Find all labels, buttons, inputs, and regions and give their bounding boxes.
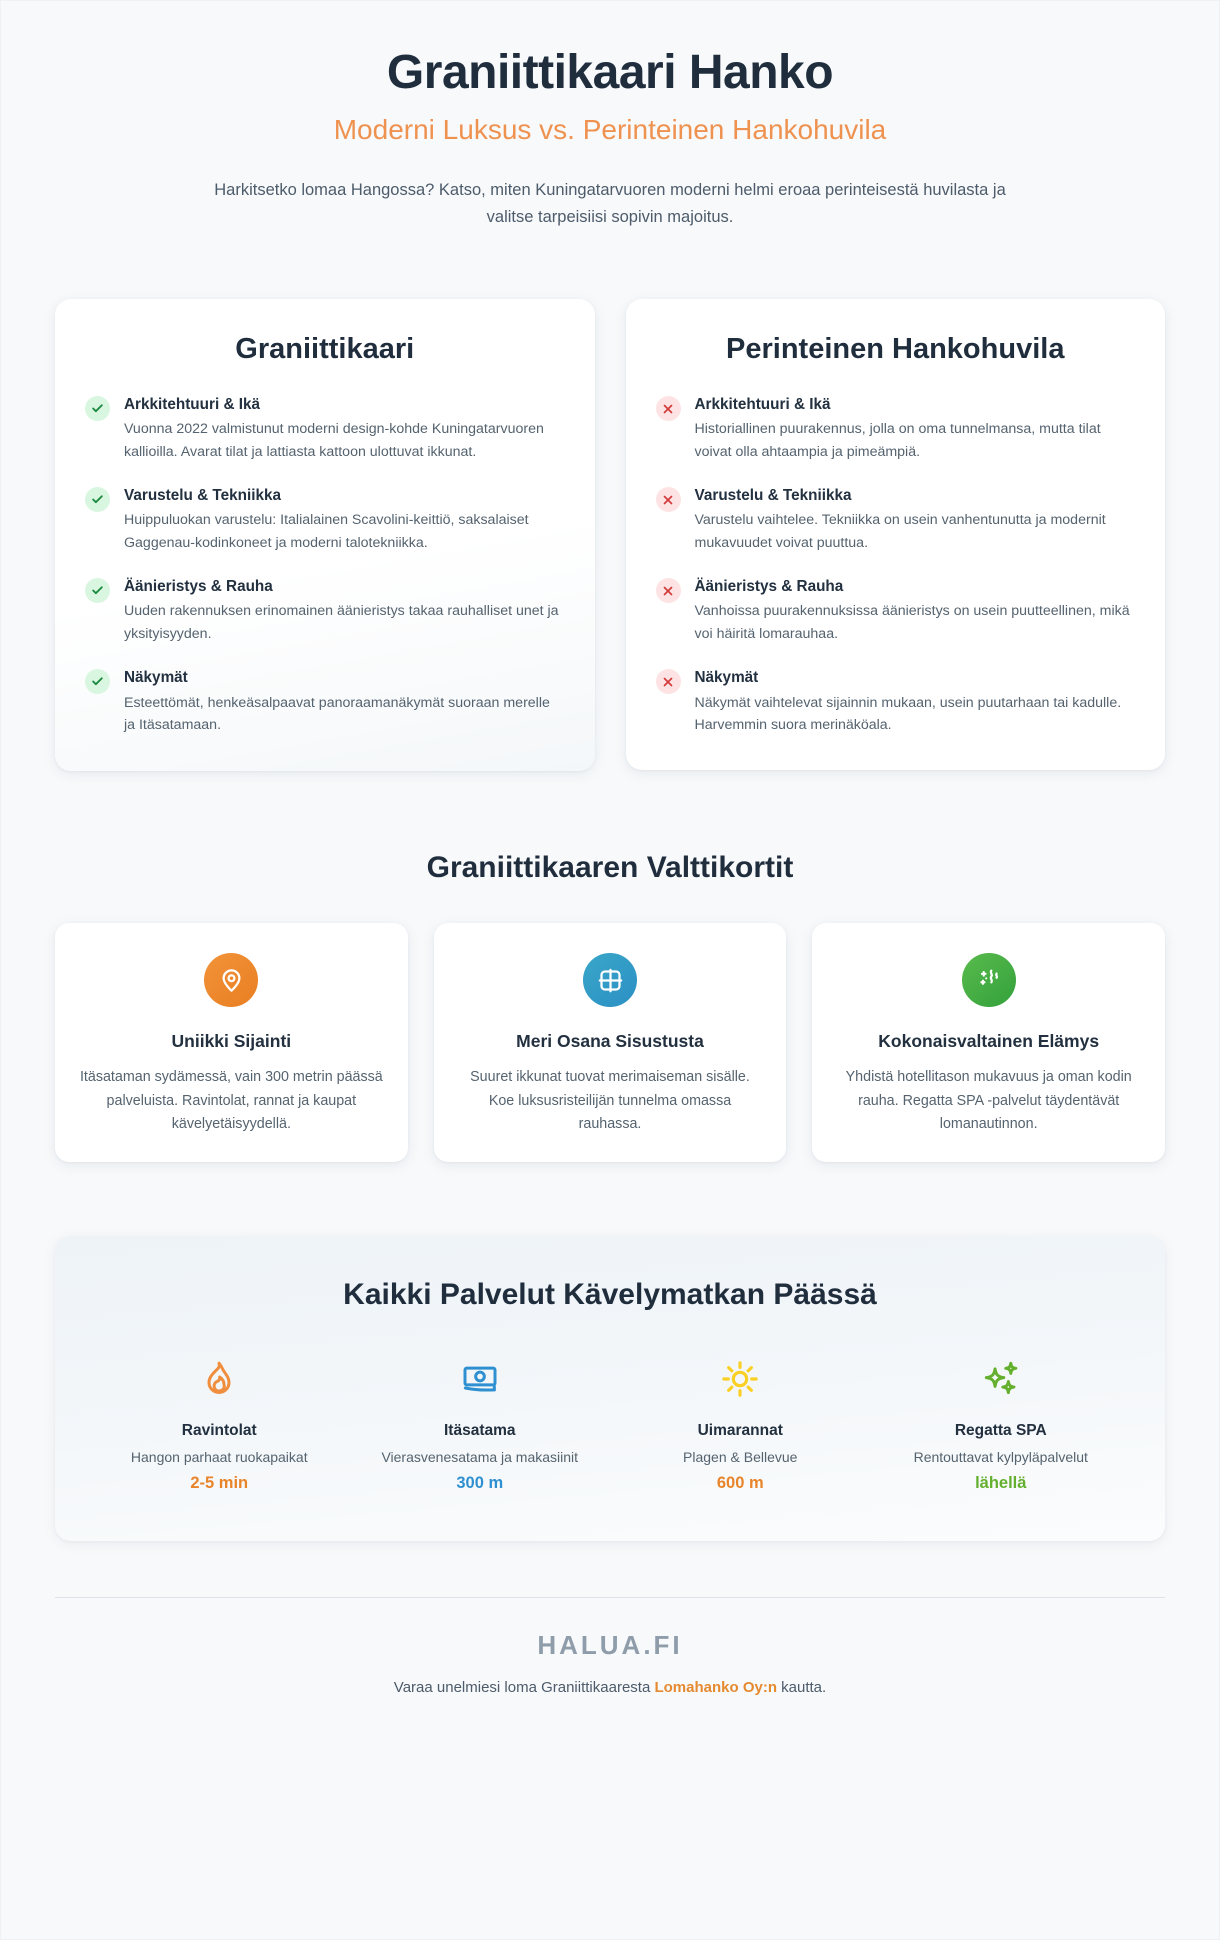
feature-name: Äänieristys & Rauha [124,578,273,596]
comparison-card-hankohuvila [626,299,1166,770]
page-title: Graniittikaari Hanko [386,46,834,99]
service-name: Uimarannat [697,1422,783,1440]
check-circle-icon [85,396,110,421]
sparkles-icon [885,1356,1118,1402]
trumps-section [55,923,1165,1162]
service-value: 600 m [716,1474,764,1493]
feature-name: Näkymät [694,669,759,687]
service-item-harbor [350,1356,611,1493]
x-circle-icon [656,669,681,694]
feature-desc: Vuonna 2022 valmistunut moderni design-kohde Kuningatarvuoren kallioilla. Avarat tilat ja lattiasta kattoon ulottuvat ikkunat. [124,421,544,460]
services-grid [89,1356,1131,1493]
trump-card-experience [812,923,1165,1162]
service-name: Regatta SPA [954,1422,1047,1440]
feature-desc: Näkymät vaihtelevat sijainnin mukaan, usein puutarhaan tai kadulle. Harvemmin suora merinäköala. [694,694,1122,733]
trump-card-desc: Itäsataman sydämessä, vain 300 metrin päässä palveluista. Ravintolat, rannat ja kaupat kävelyetäisyydellä. [79,1069,383,1132]
service-desc: Hangon parhaat ruokapaikat [130,1449,308,1466]
feature-name: Arkkitehtuuri & Ikä [694,396,831,414]
feature-desc: Uuden rakennuksen erinomainen äänieristys takaa rauhalliset unet ja yksityisyyden. [124,603,559,642]
service-item-beaches [610,1356,871,1493]
feature-desc: Huippuluokan varustelu: Italialainen Scavolini-keittiö, saksalaiset Gaggenau-kodinkoneet ja moderni talotekniikka. [124,512,529,551]
feature-item [656,485,1136,554]
card-title: Graniittikaari [235,333,415,366]
harbor-money-icon [364,1356,597,1402]
comparison-card-graniittikaari [55,299,595,771]
sparkle-spa-icon [962,953,1016,1007]
sun-icon [624,1356,857,1402]
feature-desc: Vanhoissa puurakennuksissa äänieristys on usein puutteellinen, mikä voi häiritä lomarauhaa. [694,603,1130,642]
x-circle-icon [656,396,681,421]
feature-item [85,576,565,645]
feature-name: Varustelu & Tekniikka [124,487,282,505]
service-value: lähellä [975,1474,1027,1493]
services-title: Kaikki Palvelut Kävelymatkan Päässä [343,1278,877,1312]
feature-item [656,576,1136,645]
comparison-section [55,299,1165,771]
feature-item [85,394,565,463]
trump-card-title: Meri Osana Sisustusta [516,1031,704,1052]
service-value: 300 m [456,1474,504,1493]
trump-card-title: Uniikki Sijainti [171,1031,292,1052]
footer-text-before: Varaa unelmiesi loma Graniittikaaresta [393,1679,655,1697]
footer-partner-name: Lomahanko Oy:n [654,1679,777,1697]
service-desc: Vierasvenesatama ja makasiinit [381,1449,579,1466]
check-circle-icon [85,487,110,512]
check-circle-icon [85,578,110,603]
feature-desc: Esteettömät, henkeäsalpaavat panoraamanäkymät suoraan merelle ja Itäsatamaan. [124,694,550,733]
page-footer [55,1597,1165,1696]
service-desc: Rentouttavat kylpyläpalvelut [913,1449,1088,1466]
trumps-heading: Graniittikaaren Valttikortit [426,851,794,885]
brand-wordmark: HALUA.FI [537,1630,683,1661]
page-subtitle: Moderni Luksus vs. Perinteinen Hankohuvila [333,114,887,146]
trump-card-desc: Yhdistä hotellitason mukavuus ja oman kodin rauha. Regatta SPA -palvelut täydentävät lomanautinnon. [845,1069,1132,1132]
feature-name: Varustelu & Tekniikka [694,487,852,505]
feature-item [656,667,1136,736]
services-panel [55,1236,1165,1541]
feature-item [85,667,565,736]
feature-desc: Varustelu vaihtelee. Tekniikka on usein vanhentunutta ja modernit mukavuudet voivat puuttua. [694,512,1106,551]
feature-name: Näkymät [124,669,188,687]
window-grid-icon [583,953,637,1007]
service-name: Itäsatama [443,1422,516,1440]
feature-desc: Historiallinen puurakennus, jolla on oma tunnelmansa, mutta tilat voivat olla ahtaampia ja pimeämpiä. [694,421,1101,460]
map-pin-icon [204,953,258,1007]
feature-name: Arkkitehtuuri & Ikä [124,396,261,414]
service-name: Ravintolat [181,1422,257,1440]
page-header [55,1,1165,241]
feature-item [656,394,1136,463]
feature-name: Äänieristys & Rauha [694,578,844,596]
service-desc: Plagen & Bellevue [683,1449,798,1466]
trump-card-desc: Suuret ikkunat tuovat merimaiseman sisälle. Koe luksusristeilijän tunnelma omassa rauhassa. [470,1069,750,1132]
card-title: Perinteinen Hankohuvila [726,333,1065,366]
x-circle-icon [656,578,681,603]
intro-paragraph: Harkitsetko lomaa Hangossa? Katso, miten Kuningatarvuoren moderni helmi eroaa perinteisestä huvilasta ja valitse tarpeisiisi sopivin majoitus. [214,180,1006,226]
footer-text [55,1679,1165,1696]
x-circle-icon [656,487,681,512]
service-item-restaurants [89,1356,350,1493]
footer-text-after: kautta. [776,1679,827,1697]
flame-icon [103,1356,336,1402]
trump-card-location [55,923,408,1162]
trump-card-sea-view [434,923,787,1162]
service-item-spa [871,1356,1132,1493]
check-circle-icon [85,669,110,694]
trump-card-title: Kokonaisvaltainen Elämys [878,1031,1100,1052]
feature-item [85,485,565,554]
service-value: 2-5 min [190,1474,249,1493]
